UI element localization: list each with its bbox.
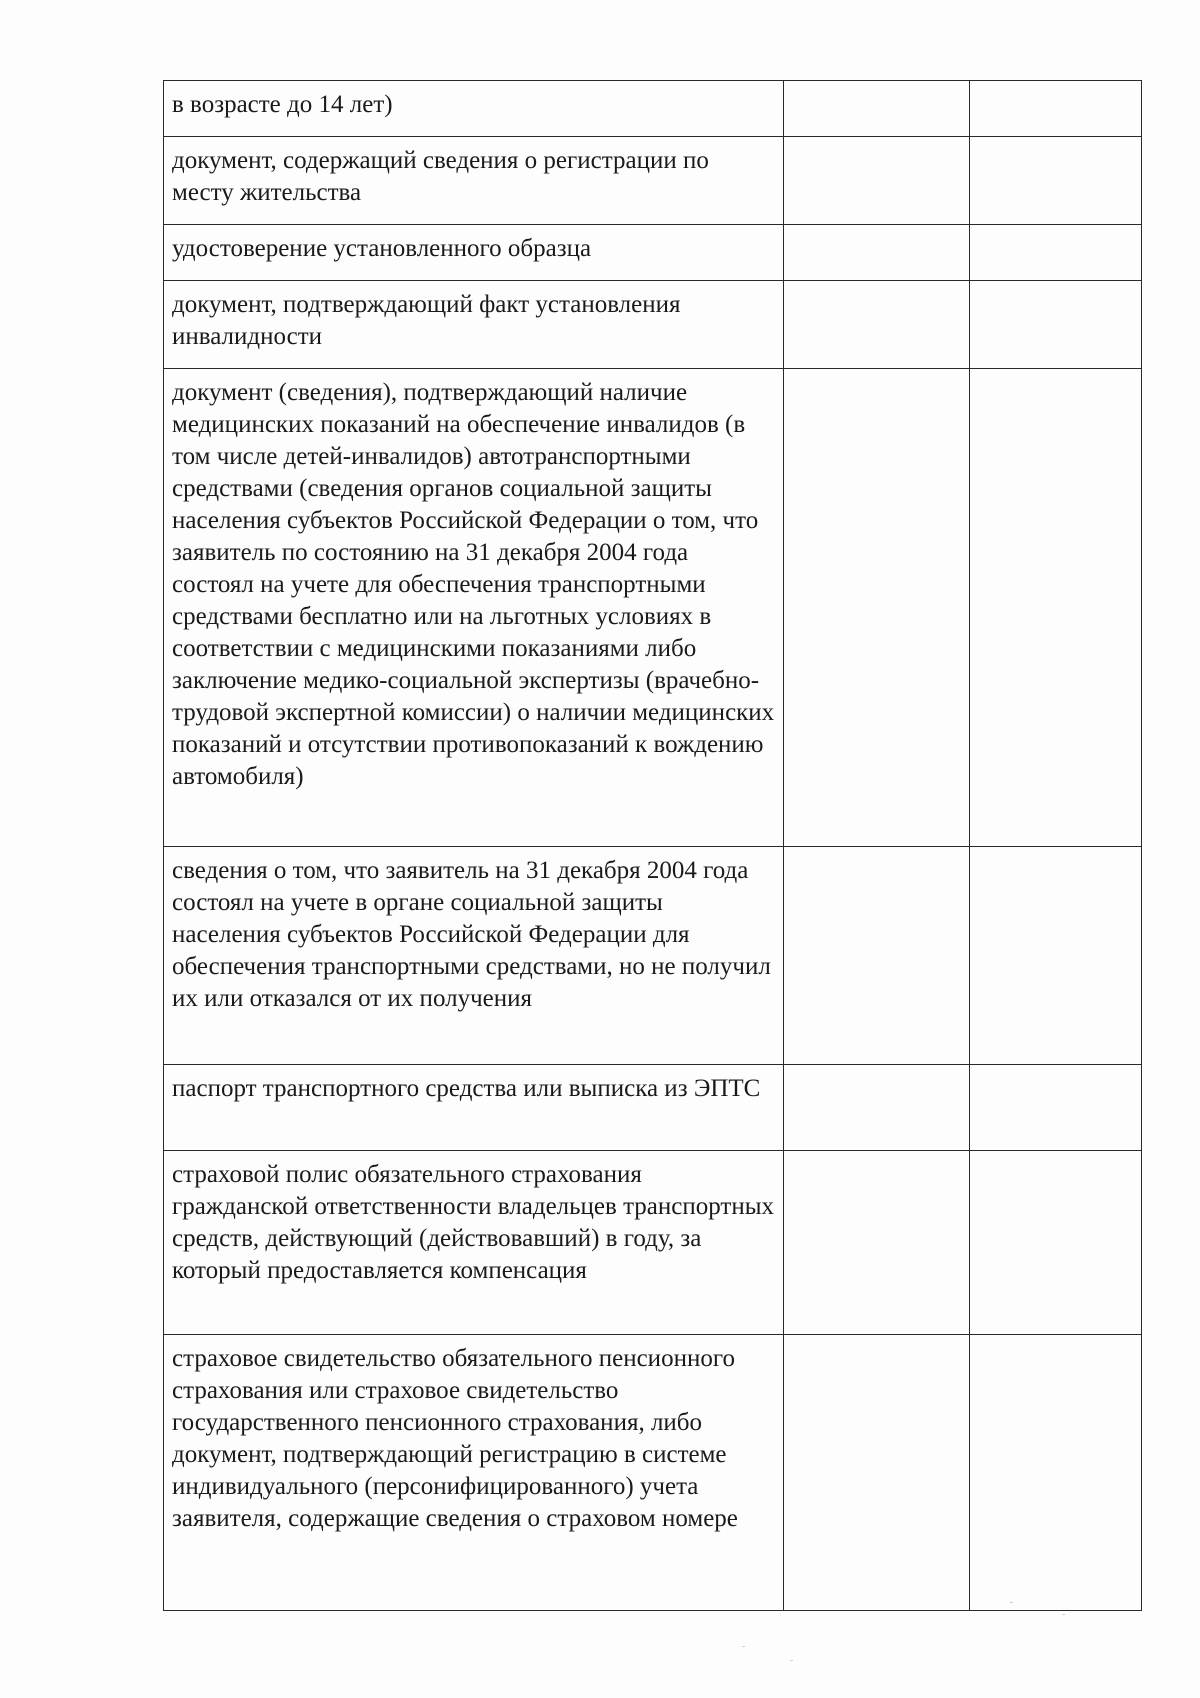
document-name-cell: документ (сведения), подтверждающий наличие медицинских показаний на обеспечение инвалидов (в том числе детей-инвалидов) автотранспортными средствами (сведения органов социальной защиты населения субъектов Российской Федерации о том, что заявитель по состоянию на 31 декабря 2004 года состоял на учете для обеспечения транспортными средствами бесплатно или на льготных условиях в соответствии с медицинскими показаниями либо заключение медико-социальной экспертизы (врачебно-трудовой экспертной комиссии) о наличии медицинских показаний и отсутствии противопоказаний к вождению автомобиля) xyxy=(164,369,784,847)
table-row xyxy=(164,369,1142,847)
document-name-cell: паспорт транспортного средства или выписка из ЭПТС xyxy=(164,1065,784,1151)
empty-cell xyxy=(784,369,970,847)
table-row xyxy=(164,1151,1142,1335)
empty-cell xyxy=(784,847,970,1065)
empty-cell xyxy=(784,1151,970,1335)
empty-cell xyxy=(970,281,1142,369)
document-name-cell: удостоверение установленного образца xyxy=(164,225,784,281)
scan-noise xyxy=(742,1646,745,1647)
table-row xyxy=(164,225,1142,281)
empty-cell xyxy=(970,1335,1142,1611)
empty-cell xyxy=(970,369,1142,847)
table-row xyxy=(164,81,1142,137)
empty-cell xyxy=(784,281,970,369)
document-name-cell: в возрасте до 14 лет) xyxy=(164,81,784,137)
document-name-cell: документ, подтверждающий факт установления инвалидности xyxy=(164,281,784,369)
table-row xyxy=(164,1335,1142,1611)
document-name-cell: страховое свидетельство обязательного пенсионного страхования или страховое свидетельство государственного пенсионного страхования, либо документ, подтверждающий регистрацию в системе индивидуального (персонифицированного) учета заявителя, содержащие сведения о страховом номере xyxy=(164,1335,784,1611)
scan-noise xyxy=(1062,1614,1065,1615)
scan-noise xyxy=(790,1660,793,1661)
empty-cell xyxy=(970,847,1142,1065)
document-name-cell: документ, содержащий сведения о регистрации по месту жительства xyxy=(164,137,784,225)
empty-cell xyxy=(970,137,1142,225)
table-row xyxy=(164,1065,1142,1151)
documents-table xyxy=(163,80,1142,1611)
empty-cell xyxy=(784,81,970,137)
table-row xyxy=(164,281,1142,369)
table-row xyxy=(164,137,1142,225)
empty-cell xyxy=(784,137,970,225)
table-row xyxy=(164,847,1142,1065)
empty-cell xyxy=(970,1151,1142,1335)
empty-cell xyxy=(970,1065,1142,1151)
empty-cell xyxy=(784,1065,970,1151)
empty-cell xyxy=(970,225,1142,281)
empty-cell xyxy=(970,81,1142,137)
empty-cell xyxy=(784,1335,970,1611)
document-name-cell: страховой полис обязательного страхования гражданской ответственности владельцев транспортных средств, действующий (действовавший) в году, за который предоставляется компенсация xyxy=(164,1151,784,1335)
scan-noise xyxy=(1010,1602,1013,1603)
document-name-cell: сведения о том, что заявитель на 31 декабря 2004 года состоял на учете в органе социальной защиты населения субъектов Российской Федерации для обеспечения транспортными средствами, но не получил их или отказался от их получения xyxy=(164,847,784,1065)
empty-cell xyxy=(784,225,970,281)
